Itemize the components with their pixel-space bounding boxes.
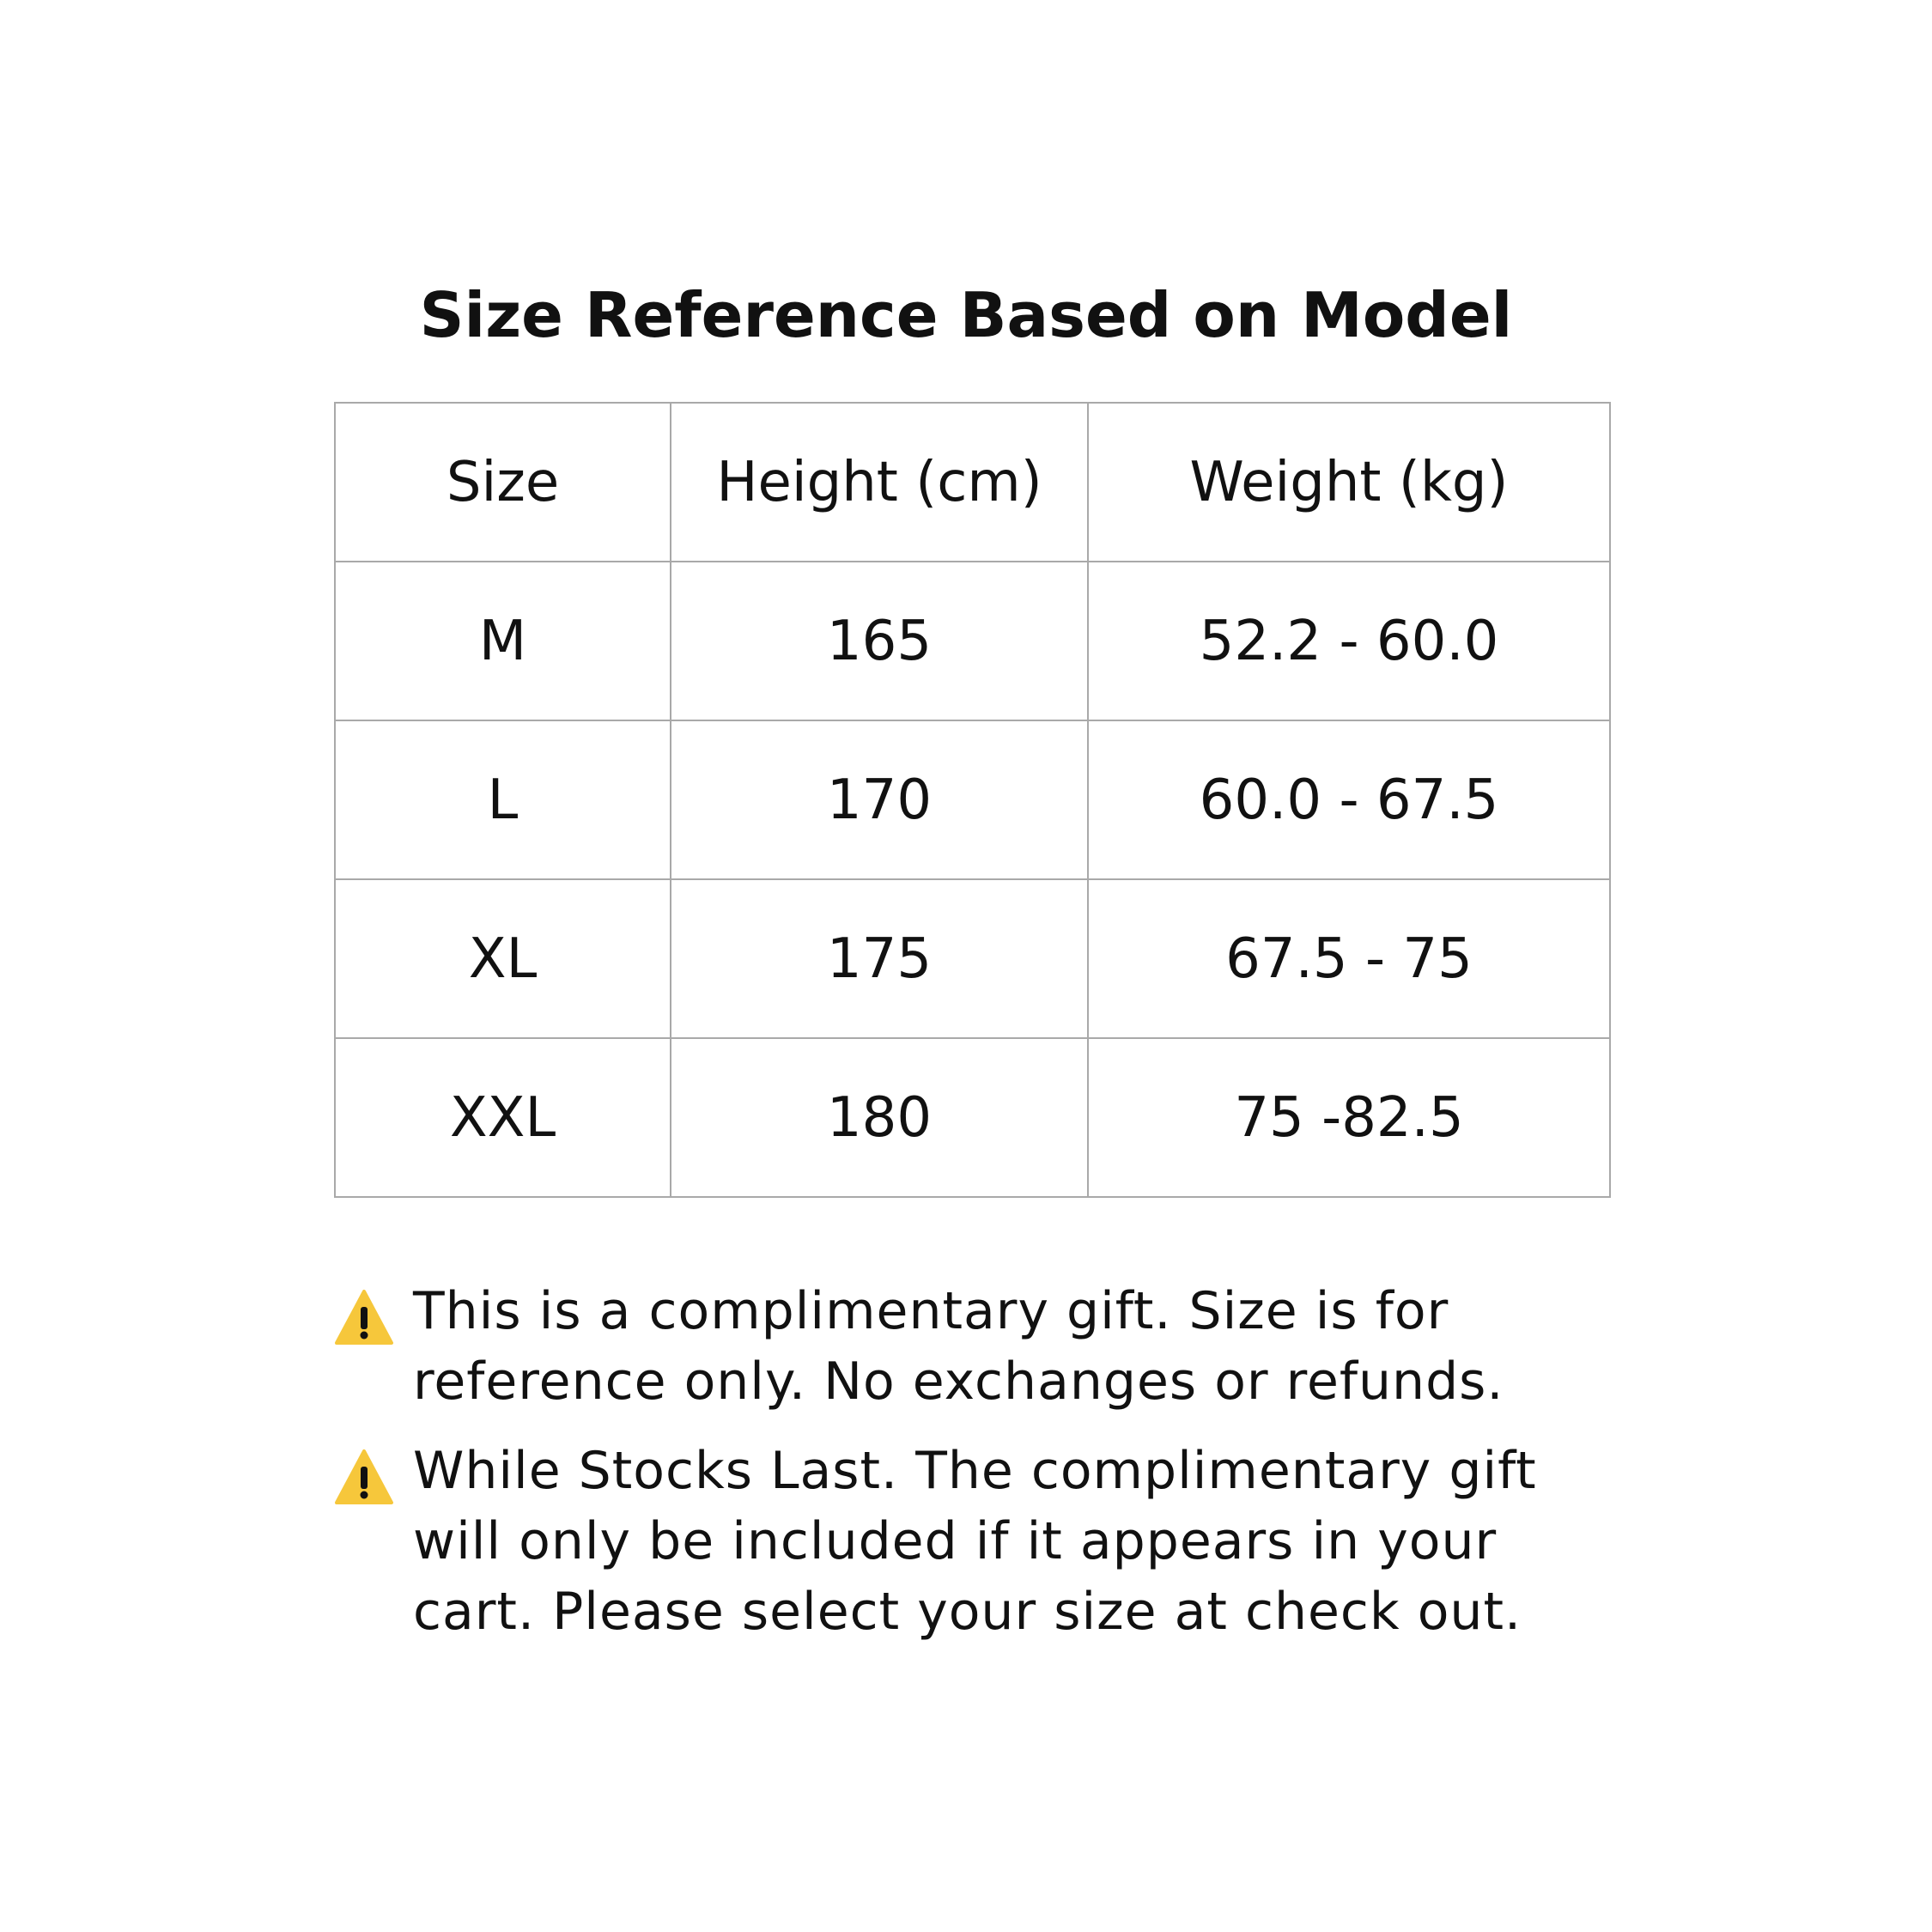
cell-height: 175 xyxy=(671,879,1088,1038)
notes-list xyxy=(334,1276,1613,1666)
note-text: While Stocks Last. The complimentary gift will only be included if it appears in your cart. Please select your size at check out. xyxy=(413,1441,1537,1642)
size-table xyxy=(334,402,1611,1198)
note-item xyxy=(334,1276,1613,1417)
cell-height: 165 xyxy=(671,562,1088,720)
table-header-row xyxy=(335,403,1610,562)
cell-height: 180 xyxy=(671,1038,1088,1197)
header-size: Size xyxy=(335,403,671,562)
table-row xyxy=(335,879,1610,1038)
warning-icon xyxy=(334,1443,394,1513)
cell-size: L xyxy=(335,720,671,879)
cell-size: M xyxy=(335,562,671,720)
header-height: Height (cm) xyxy=(671,403,1088,562)
cell-weight: 52.2 - 60.0 xyxy=(1088,562,1610,720)
note-text: This is a complimentary gift. Size is for reference only. No exchanges or refunds. xyxy=(413,1281,1504,1412)
page-title: Size Reference Based on Model xyxy=(419,279,1513,351)
note-item xyxy=(334,1436,1613,1647)
header-weight: Weight (kg) xyxy=(1088,403,1610,562)
table-row xyxy=(335,562,1610,720)
table-row xyxy=(335,720,1610,879)
cell-weight: 67.5 - 75 xyxy=(1088,879,1610,1038)
table-row xyxy=(335,1038,1610,1197)
cell-size: XXL xyxy=(335,1038,671,1197)
cell-weight: 60.0 - 67.5 xyxy=(1088,720,1610,879)
cell-height: 170 xyxy=(671,720,1088,879)
warning-icon xyxy=(334,1283,394,1353)
cell-weight: 75 -82.5 xyxy=(1088,1038,1610,1197)
cell-size: XL xyxy=(335,879,671,1038)
